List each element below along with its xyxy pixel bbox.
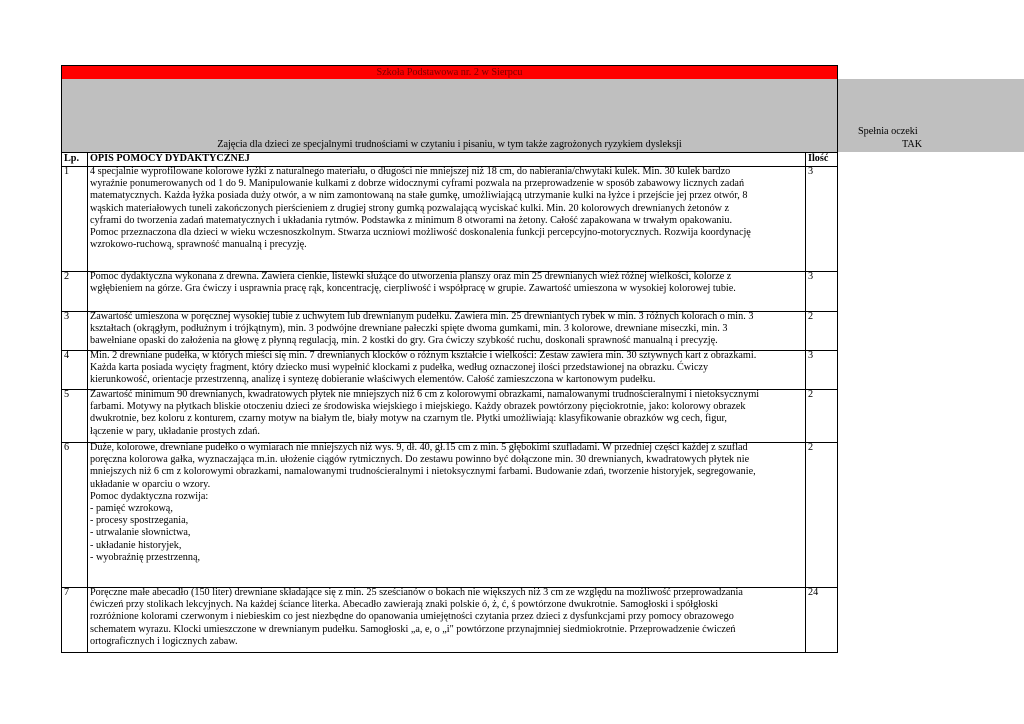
description-line: wzrokowo-ruchową, sprawność manualną i precyzję.	[90, 239, 307, 251]
description-line: wąskich materiałowych tuneli zakończonych pierścieniem z drugiej strony gumką pozwalającą wyciskać kulki. Min. 20 kolorowych drewnianych żetonów z	[90, 202, 730, 214]
row-2-description[interactable]	[87, 271, 806, 312]
description-line: 4 specjalnie wyprofilowane kolorowe łyżki z naturalnego materiału, o długości nie mniejszej niż 18 cm, do nabierania/chwytaki kulek. Min. 30 kulek bardzo	[90, 166, 731, 177]
description-line: Każda karta posiada wycięty fragment, który dziecko musi wypełnić klockami z pudełka, według oznaczonej ilości przedstawionej na obrazku. Ćwiczy	[90, 362, 709, 374]
row-7-description[interactable]	[87, 587, 806, 653]
description-line: mniejszych niż 6 cm z kolorowymi obrazkami, namalowanymi trudnościeralnymi i nietoksycznymi farbami. Budowanie zdań, tworzenie historyjek, segregowanie,	[90, 466, 756, 478]
description-line: Poręczne małe abecadło (150 liter) drewniane składające się z min. 25 sześcianów o bokach nie większych niż 3 cm ze względu na możliwość przeprowadzania	[90, 587, 743, 598]
description-line: dwukrotnie, bez koloru z konturem, czarny motyw na białym tle, biały motyw na czarnym tle. Płytki umożliwiają: klasyfikowanie obrazków wg cech, figur,	[90, 413, 727, 425]
description-line: Zawartość umieszona w poręcznej wysokiej tubie z uchwytem lub drewnianym pudełku. Zawiera min. 25 drewniantych rybek w min. 3 różnych kolorach o min. 3	[90, 311, 754, 322]
description-line: matematycznych. Każda łyżka posiada duży otwór, a w nim zamontowaną na stałe gumkę, umożliwiającą utrzymanie kulki na łyżce i przejście jej przez otwór, 8	[90, 190, 748, 202]
description-line: rozróżnione kolorami czerwonym i niebieskim co jest niezbędne do opanowania umiejętności czytania przez dzieci z dysfunkcjami przy pomocy obrazowego	[90, 611, 734, 623]
description-line: Pomoc dydaktyczna wykonana z drewna. Zawiera cienkie, listewki służące do utworzenia planszy oraz min 25 drewnianych wież różnej wielkości, kolorze z	[90, 271, 732, 282]
description-line: Min. 2 drewniane pudełka, w których mieści się min. 7 drewnianych klocków o różnym kształcie i wielkości: Zestaw zawiera min. 30 sztywnych kart z obrazkami.	[90, 350, 757, 361]
description-line: bawełniane opaski do założenia na głowę z płynną regulacją, min. 2 kostki do gry. Gra ćwiczy szybkość ruchu, doskonali sprawność manualną i precyzję.	[90, 335, 718, 347]
row-5-qty[interactable]: 2	[805, 389, 838, 443]
row-5-description[interactable]	[87, 389, 806, 443]
row-7-lp[interactable]: 7	[61, 587, 88, 653]
column-header-lp[interactable]: Lp.	[61, 152, 88, 167]
row-1-lp[interactable]: 1	[61, 166, 88, 272]
row-4-description[interactable]	[87, 350, 806, 390]
row-4-qty[interactable]: 3	[805, 350, 838, 390]
description-line: cyframi do tworzenia zadań matematycznych i układania rytmów. Podstawka z minimum 8 otworami na żetony. Całość zapakowana w trwałym opakowaniu.	[90, 214, 732, 226]
row-6-description[interactable]	[87, 442, 806, 588]
row-2-lp[interactable]: 2	[61, 271, 88, 312]
row-1-qty[interactable]: 3	[805, 166, 838, 272]
description-line: łączenie w pary, układanie prostych zdań.	[90, 425, 260, 437]
description-line: - układanie historyjek,	[90, 539, 182, 551]
description-line: kierunkowość, orientacje przestrzenną, analizę i syntezę dobieranie właściwych elementów. Całość zamieszczona w kartonowym pudełku.	[90, 374, 656, 386]
description-line: - pamięć wzrokową,	[90, 503, 173, 515]
row-3-qty[interactable]: 2	[805, 311, 838, 351]
description-line: poręczna kolorowa gałka, wyznaczająca m.in. ułożenie ciągów rytmicznych. Do zestawu powinno być dołączone min. 30 drewnianych, kwadratowych płytek nie	[90, 454, 750, 466]
row-6-qty[interactable]: 2	[805, 442, 838, 588]
description-line: Pomoc przeznaczona dla dzieci w wieku wczesnoszkolnym. Stwarza uczniowi możliwość doskonalenia funkcji percepcyjno-motorycznych. Rozwija koordynację	[90, 227, 751, 239]
description-line: wyraźnie ponumerowanych od 1 do 9. Manipulowanie kulkami z dobrze widocznymi cyframi pozwala na przeprowadzenie w sposób zabawowy licznych zadań	[90, 178, 745, 190]
description-line: farbami. Motywy na płytkach bliskie otoczeniu dzieci ze środowiska wiejskiego i miejskiego. Każdy obrazek powtórzony pięciokrotnie, jako: kolorowy obrazek	[90, 401, 746, 413]
row-5-lp[interactable]: 5	[61, 389, 88, 443]
row-4-lp[interactable]: 4	[61, 350, 88, 390]
row-3-description[interactable]	[87, 311, 806, 351]
description-line: Duże, kolorowe, drewniane pudełko o wymiarach nie mniejszych niż wys. 9, dł. 40, gł.15 cm z min. 5 głębokimi szufladami. W przedniej części każdej z szuflad	[90, 442, 748, 453]
row-2-qty[interactable]: 3	[805, 271, 838, 312]
description-line: ćwiczeń przy stolikach lekcyjnych. Na każdej ściance literka. Abecadło zawierają znaki polskie ó, ż, ć, ś powtórzone dwukrotnie. Samogłoski i spółgłoski	[90, 599, 719, 611]
description-line: - utrwalanie słownictwa,	[90, 527, 191, 539]
row-1-description[interactable]	[87, 166, 806, 272]
description-line: - procesy spostrzegania,	[90, 515, 189, 527]
school-title-cell[interactable]: Szkoła Podstawowa nr. 2 w Sierpcu	[61, 65, 838, 80]
column-header-description[interactable]: OPIS POMOCY DYDAKTYCZNEJ	[87, 152, 806, 167]
column-header-qty[interactable]: Ilość	[805, 152, 838, 167]
description-line: - wyobraźnię przestrzenną,	[90, 551, 201, 563]
description-line: Zawartość minimum 90 drewnianych, kwadratowych płytek nie mniejszych niż 6 cm z kolorowymi obrazkami, namalowanymi trudnościeralnymi i nietoksycznymi	[90, 389, 760, 400]
row-3-lp[interactable]: 3	[61, 311, 88, 351]
description-line: wgłębieniem na górze. Gra ćwiczy i usprawnia pracę rąk, koncentrację, cierpliwość i współpracę w grupie. Zawartość umieszona w wysokiej kolorowej tubie.	[90, 283, 736, 295]
meets-expectations-label: Spełnia oczeki	[858, 126, 918, 137]
row-7-qty[interactable]: 24	[805, 587, 838, 653]
yes-label: TAK	[902, 139, 923, 150]
description-line: ortograficznych i logicznych zabaw.	[90, 635, 238, 647]
description-line: schematem wyrazu. Klocki umieszczone w drewnianym pudełku. Samogłoski „a, e, o „i" powtórzone przynajmniej siedmiokrotnie. Przeprowadzenie ćwiczeń	[90, 623, 736, 635]
description-line: kształtach (okrągłym, podłużnym i trójkątnym), min. 3 podwójne drewniane pałeczki spięte dwoma gumkami, min. 3 kolorowe, drewniane miseczki, min. 3	[90, 323, 728, 335]
row-6-lp[interactable]: 6	[61, 442, 88, 588]
program-title: Zajęcia dla dzieci ze specjalnymi trudnościami w czytaniu i pisaniu, w tym także zagrożonych ryzykiem dysleksji	[217, 139, 682, 150]
description-line: Pomoc dydaktyczna rozwija:	[90, 490, 209, 502]
description-line: układanie w oparciu o wzory.	[90, 478, 211, 490]
